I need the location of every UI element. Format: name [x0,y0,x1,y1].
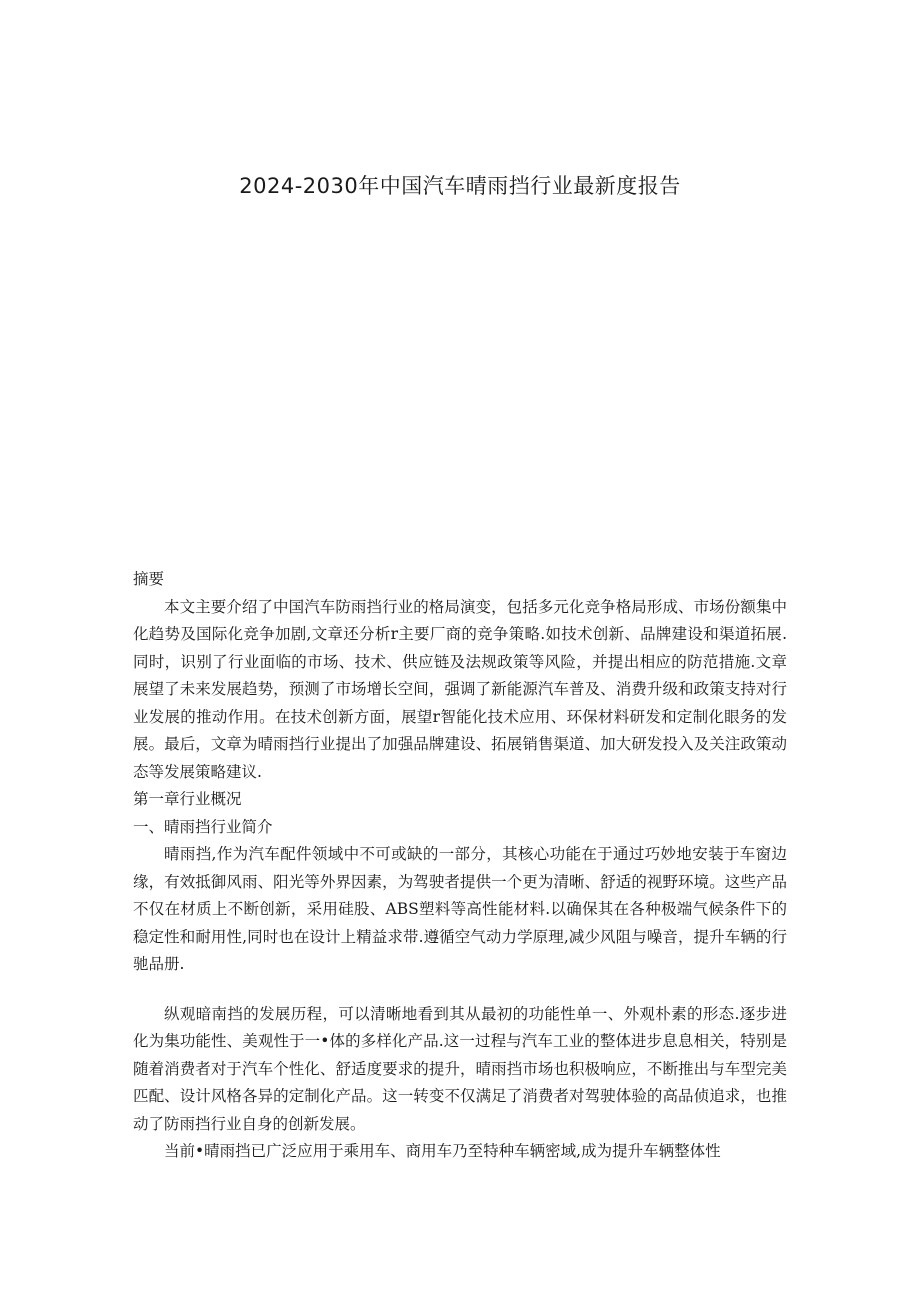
abstract-heading: 摘要 [133,570,165,588]
body-paragraph: 纵观暗南挡的发展历程，可以清晰地看到其从最初的功能性单一、外观朴素的形态.逐步进化为集功能性、美观性于一•体的多样化产品.这一过程与汽车工业的整体进步息息相关，特别是随着消费者对于汽车个性化、舒适度要求的提升，晴雨挡市场也积极响应，不断推出与车型完美匹配、设计风格各异的定制化产品。这一转变不仅满足了消费者对驾驶体验的高品侦追求，也推动了防雨挡行业自身的创新发展。 [133,1004,787,1133]
abstract-paragraph: 本文主要介绍了中国汽车防雨挡行业的格局演变，包括多元化竞争格局形成、市场份额集中化趋势及国际化竞争加剧,文章还分析r主要厂商的竞争策略.如技术创新、品牌建设和渠道拓展.同时，识别了行业面临的市场、技术、供应链及法规政策等风险，并提出相应的防范措施.文章展望了未来发展趋势，预测了市场增长空间，强调了新能源汽车普及、消费升级和政策支持对行业发展的推动作用。在技术创新方面，展望r智能化技术应用、环保材料研发和定制化眼务的发展。最后，文章为晴雨挡行业提出了加强品牌建设、拓展销售渠道、加大研发投入及关注政策动态等发展策略建议. [133,597,787,781]
document-title: 2024-2030年中国汽车晴雨挡行业最新度报告 [239,174,681,198]
document-body [133,566,787,1166]
body-paragraph: 当前•晴雨挡已广泛应用于乘用车、商用车乃至特种车辆密域,成为提升车辆整体性 [164,1142,721,1160]
chapter-heading: 第一章行业概况 [133,790,242,808]
body-paragraph: 晴雨挡,作为汽车配件领域中不可或缺的一部分，其核心功能在于通过巧妙地安装于车窗边缘，有效抵御风雨、阳光等外界因素，为驾驶者提供一个更为清晰、舒适的视野环境。这些产品不仅在材质上不断创新，采用硅股、ABS塑料等高性能材料.以确保其在各种极端气候条件下的稳定性和耐用性,同时也在设计上精益求带.遵循空气动力学原理,减少风阻与噪音，提升车辆的行驰品册. [133,845,787,973]
section-heading: 一、晴雨挡行业简介 [133,817,273,836]
